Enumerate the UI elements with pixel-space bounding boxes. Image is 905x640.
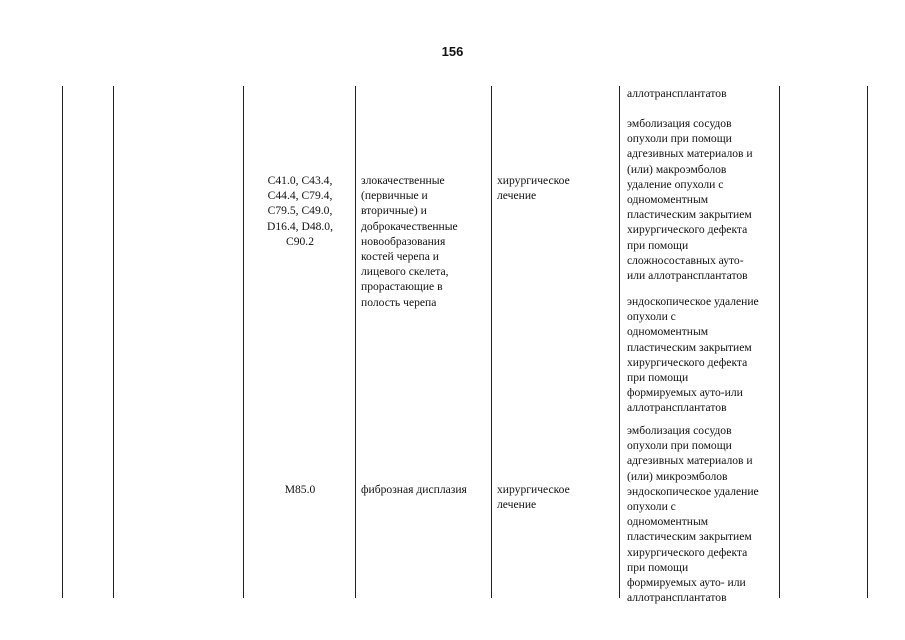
diagnosis-codes: C41.0, C43.4, C44.4, C79.4, C79.5, C49.0, D16.4, D48.0, C90.2 — [266, 174, 334, 248]
method-text: эмболизация сосудов опухоли при помощи адгезивных материалов и (или) макроэмболов удаление опухоли с одномоментным пластическим закрытием хирургического дефекта при помощи сложносоставных ауто- или аллотрансплантатов — [627, 117, 753, 283]
column-rule — [243, 86, 244, 598]
column-rule — [619, 86, 620, 598]
diagnosis-codes: M85.0 — [284, 483, 316, 496]
method-text: эмболизация сосудов опухоли при помощи адгезивных материалов и (или) микроэмболов эндоскопическое удаление опухоли с одномоментным пластическим закрытием хирургического дефекта при помощи формируемых ауто- или аллотрансплантатов — [627, 424, 759, 605]
column-rule — [62, 86, 63, 598]
treatment-type: хирургическое лечение — [497, 174, 570, 203]
column-rule — [113, 86, 114, 598]
treatment-type: хирургическое лечение — [497, 483, 570, 512]
column-rule — [355, 86, 356, 598]
page-number: 156 — [441, 44, 464, 59]
column-rule — [779, 86, 780, 598]
column-rule — [867, 86, 868, 598]
method-text: аллотрансплантатов — [627, 87, 727, 100]
diagnosis-text: злокачественные (первичные и вторичные) и доброкачественные новообразования костей черепа и лицевого скелета, прорастающие в полость черепа — [361, 174, 458, 309]
diagnosis-text: фиброзная дисплазия — [361, 483, 467, 496]
column-rule — [491, 86, 492, 598]
method-text: эндоскопическое удаление опухоли с одномоментным пластическим закрытием хирургического дефекта при помощи формируемых ауто-или аллотрансплантатов — [627, 295, 759, 415]
